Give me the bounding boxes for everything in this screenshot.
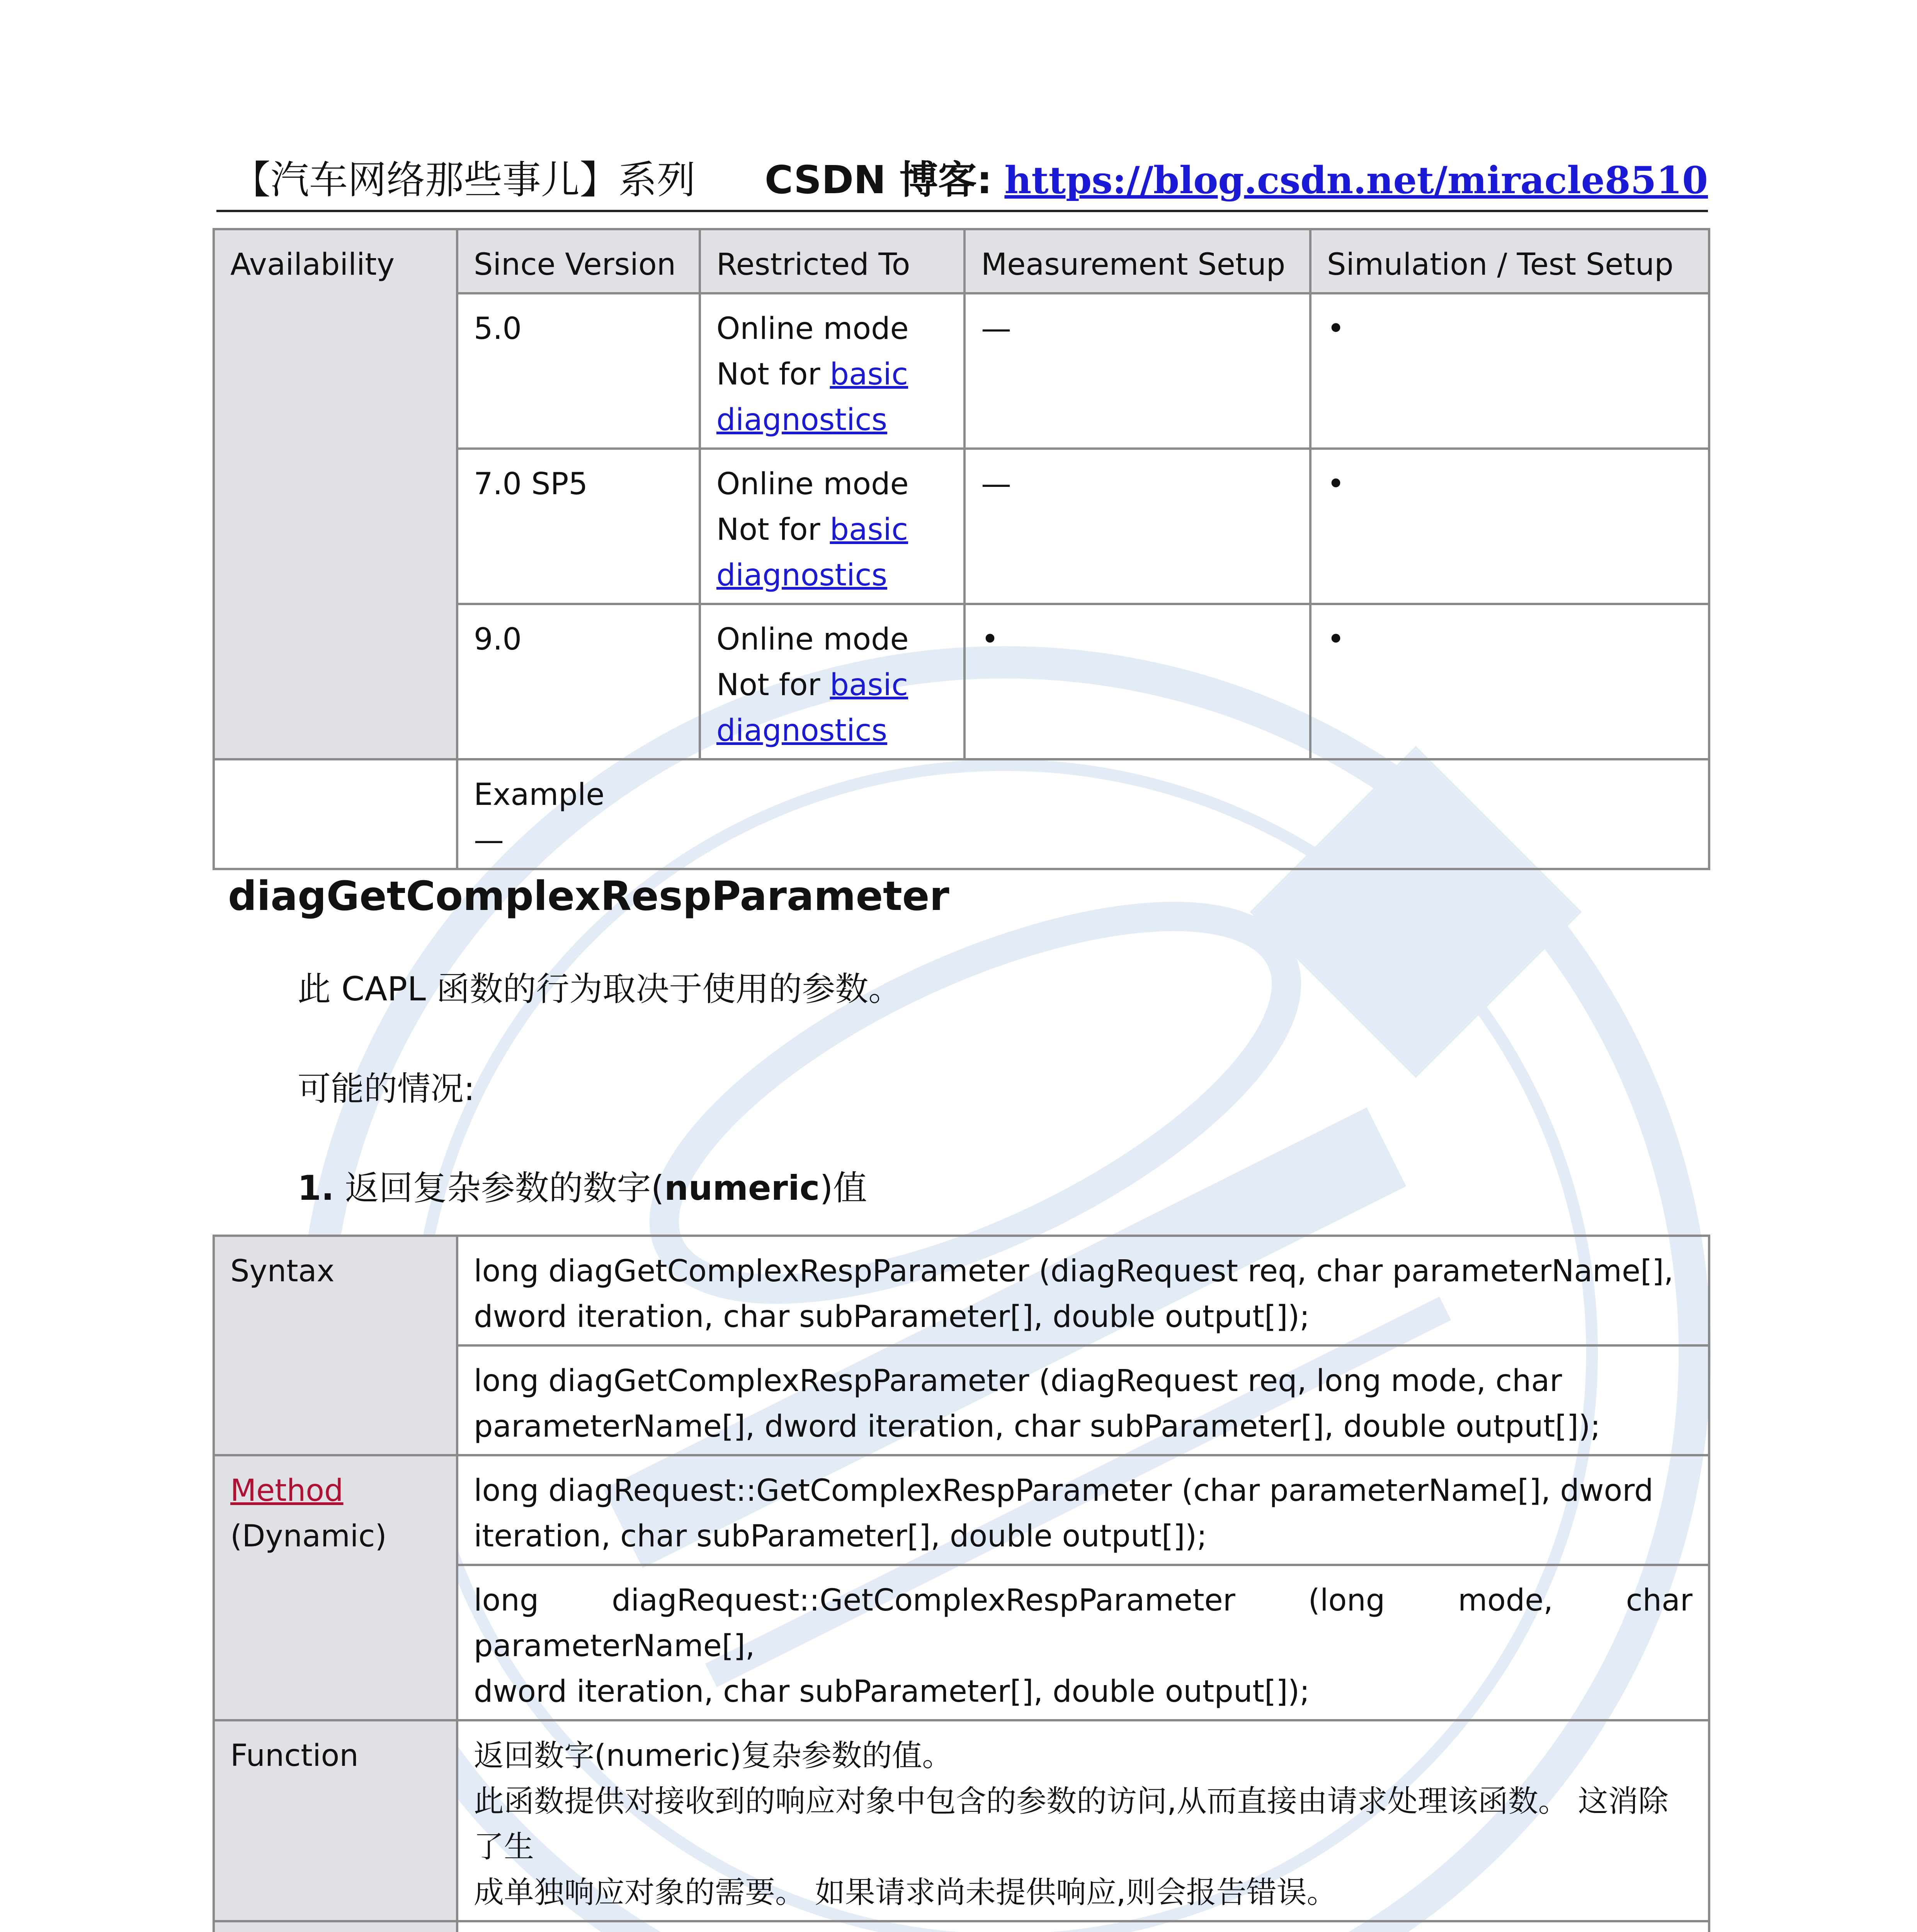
version-cell: 5.0 [457, 293, 700, 449]
basic-link[interactable]: basic [830, 357, 908, 392]
simulation-cell: • [1310, 293, 1709, 449]
syntax-1-line2: dword iteration, char subParameter[], double output[]); [474, 1299, 1310, 1334]
method-label-cell [214, 1455, 457, 1720]
diagnostics-link[interactable]: diagnostics [716, 403, 888, 437]
diagnostics-link[interactable]: diagnostics [716, 713, 888, 748]
method-2-cell [457, 1565, 1709, 1720]
param-cell [457, 1921, 1709, 1932]
col-restricted-to: Restricted To [700, 229, 964, 293]
version-cell: 9.0 [457, 604, 700, 759]
example-value: — [474, 823, 504, 858]
function-line3: 成单独响应对象的需要。 如果请求尚未提供响应,则会报告错误。 [474, 1875, 1337, 1910]
availability-table [213, 228, 1710, 870]
example-row [214, 759, 1709, 869]
restricted-prefix: Not for [716, 512, 820, 547]
syntax-1-line1: long diagGetComplexRespParameter (diagRequest req, char parameterName[], [474, 1254, 1674, 1289]
restricted-prefix: Not for [716, 357, 820, 392]
syntax-1-cell [457, 1236, 1709, 1345]
syntax-2-cell [457, 1345, 1709, 1455]
subheading [298, 1161, 867, 1210]
restricted-mode: Online mode [716, 622, 909, 657]
possible-cases-paragraph: 可能的情况: [298, 1070, 475, 1108]
example-label-cell [214, 759, 457, 869]
section-title: diagGetComplexRespParameter [228, 872, 949, 920]
simulation-cell: • [1310, 604, 1709, 759]
method-1-line1: long diagRequest::GetComplexRespParameter (char parameterName[], dword [474, 1473, 1653, 1508]
measurement-cell: — [964, 293, 1310, 449]
syntax-label: Syntax [214, 1236, 457, 1455]
basic-link[interactable]: basic [830, 668, 908, 702]
page-header [216, 145, 1708, 214]
method-2-line2: dword iteration, char subParameter[], double output[]); [474, 1674, 1310, 1709]
method-link[interactable]: Method [230, 1473, 344, 1508]
blog-label: CSDN 博客: [764, 157, 992, 202]
measurement-cell: • [964, 604, 1310, 759]
restricted-cell [700, 604, 964, 759]
subheading-bold: numeric [664, 1168, 820, 1208]
method-2-line1: long diagRequest::GetComplexRespParameter (long mode, char parameterName[], [474, 1583, 1692, 1663]
subheading-number: 1. [298, 1168, 334, 1208]
blog-info [765, 149, 1708, 204]
header-divider [216, 210, 1708, 212]
col-measurement-setup: Measurement Setup [964, 229, 1310, 293]
subheading-pre: 返回复杂参数的数字( [345, 1168, 664, 1208]
restricted-prefix: Not for [716, 668, 820, 702]
parameters-label [214, 1921, 457, 1932]
col-since-version: Since Version [457, 229, 700, 293]
series-title: 【汽车网络那些事儿】系列 [232, 157, 696, 202]
function-line1: 返回数字(numeric)复杂参数的值。 [474, 1738, 953, 1773]
restricted-mode: Online mode [716, 311, 909, 346]
function-table [213, 1235, 1710, 1932]
function-label: Function [214, 1720, 457, 1921]
method-dynamic: (Dynamic) [230, 1519, 387, 1554]
restricted-mode: Online mode [716, 467, 909, 502]
blog-url-link[interactable]: https://blog.csdn.net/miracle8510 [1004, 158, 1708, 202]
method-1-line2: iteration, char subParameter[], double output[]); [474, 1519, 1207, 1554]
example-cell [457, 759, 1709, 869]
basic-link[interactable]: basic [830, 512, 908, 547]
availability-label: Availability [214, 229, 457, 759]
col-simulation-setup: Simulation / Test Setup [1310, 229, 1709, 293]
syntax-2-line2: parameterName[], dword iteration, char subParameter[], double output[]); [474, 1409, 1601, 1444]
intro-paragraph: 此 CAPL 函数的行为取决于使用的参数。 [298, 970, 902, 1009]
example-label: Example [474, 777, 605, 812]
measurement-cell: — [964, 449, 1310, 604]
syntax-2-line1: long diagGetComplexRespParameter (diagRequest req, long mode, char [474, 1364, 1562, 1398]
method-1-cell [457, 1455, 1709, 1565]
restricted-cell [700, 449, 964, 604]
restricted-cell [700, 293, 964, 449]
function-cell [457, 1720, 1709, 1921]
simulation-cell: • [1310, 449, 1709, 604]
function-line2: 此函数提供对接收到的响应对象中包含的参数的访问,从而直接由请求处理该函数。 这消除了生 [474, 1784, 1669, 1864]
subheading-post: )值 [820, 1168, 867, 1208]
version-cell: 7.0 SP5 [457, 449, 700, 604]
diagnostics-link[interactable]: diagnostics [716, 558, 888, 593]
